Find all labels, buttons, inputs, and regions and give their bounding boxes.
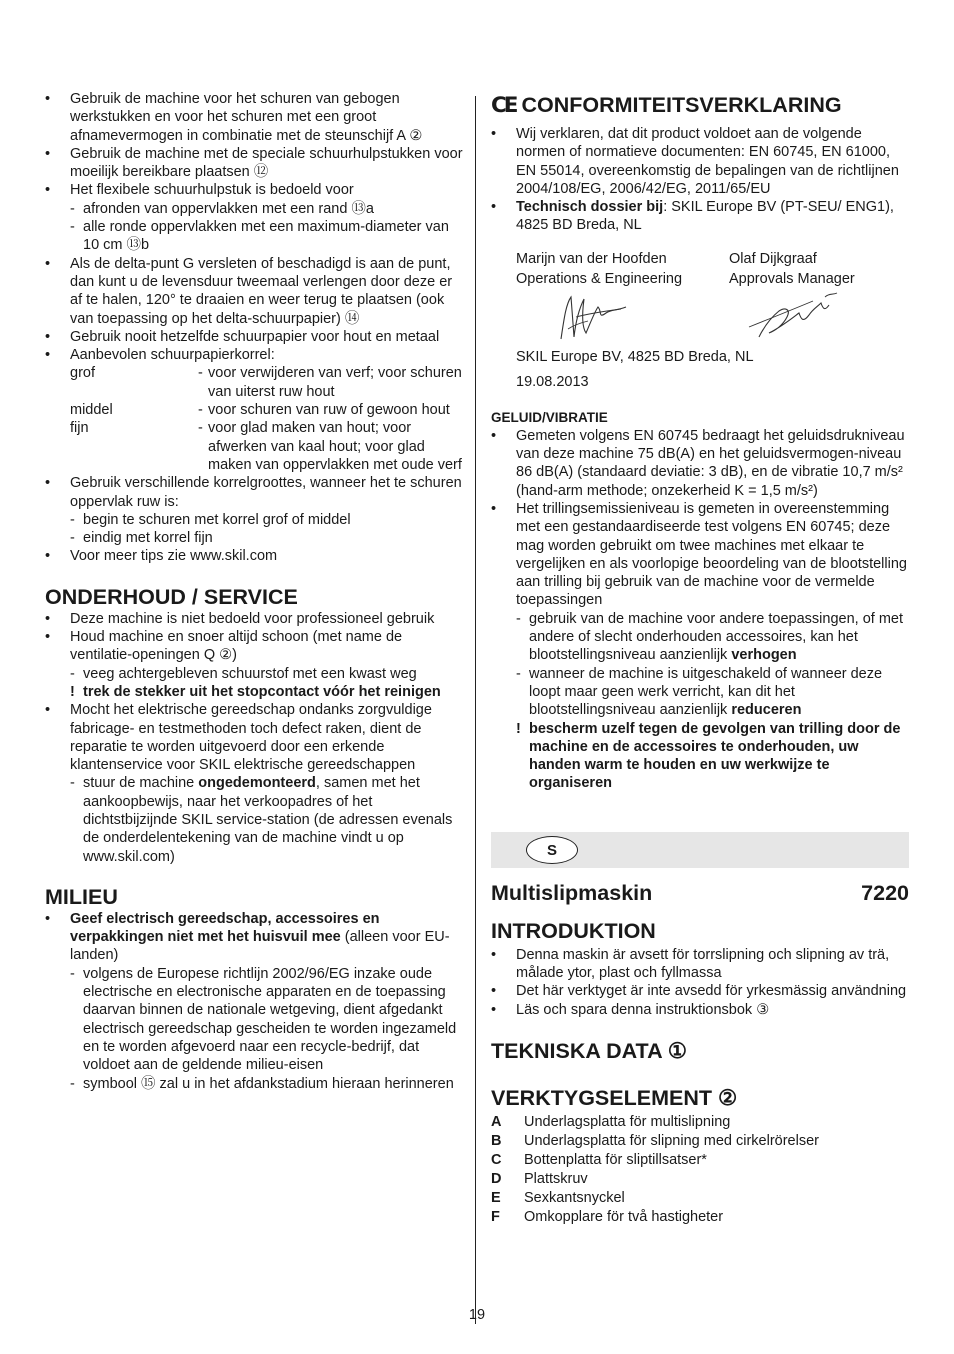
text-run: gebruik van de machine voor andere toepassingen, of met andere of slecht onderhouden accessoires, kan het blootstellingsniveau aanzienlijk <box>529 610 904 664</box>
section-heading-intro: INTRODUKTION <box>491 918 656 943</box>
heading-text: CONFORMITEITSVERKLARING <box>521 93 842 117</box>
element-row <box>491 1113 909 1132</box>
signatory-name: Olaf Dijkgraaf <box>729 250 817 267</box>
signatory-1 <box>516 249 729 289</box>
list-item: • Houd machine en snoer altijd schoon (met name de ventilatie-openingen Q ②) <box>45 628 463 665</box>
grit-row <box>45 364 463 401</box>
text-run: : SKIL Europe BV (PT-SEU/ ENG1), 4825 BD Breda, NL <box>516 199 894 234</box>
element-label: Sexkantsnyckel <box>524 1189 625 1206</box>
signature-2 <box>729 289 909 345</box>
element-label: Underlagsplatta för multislipning <box>524 1113 731 1130</box>
usage-list <box>45 90 463 566</box>
conformity-list <box>491 125 909 235</box>
list-item: • Gebruik nooit hetzelfde schuurpapier voor hout en metaal <box>45 328 463 346</box>
signatory-title: Approvals Manager <box>729 270 855 287</box>
text-bold: reduceren <box>731 702 802 719</box>
signatory-2 <box>729 249 909 289</box>
signatory-name: Marijn van der Hoofden <box>516 250 667 267</box>
signature-1-icon <box>516 289 636 343</box>
sub-item: - symbool ⑮ zal u in het afdankstadium hieraan herinneren <box>45 1075 463 1093</box>
list-item: • Het trillingsemissieniveau is gemeten in overeenstemming met een gestandaardiseerde test volgens EN 60745; deze mag worden gebruikt om twee machines met elkaar te vergelijken en als voorlopige beoordeling van de blootstelling aan trilling bij gebruik van de machine voor de vermelde toepassingen <box>491 500 909 610</box>
language-badge: S <box>526 836 578 864</box>
list-item: • Als de delta-punt G versleten of beschadigd is aan de punt, dan kunt u de levensduur tweemaal verlengen door deze er af te halen, 120° te draaien en weer terug te plaatsen (ook van toepassing op het delta-schuurpapier) ⑭ <box>45 255 463 328</box>
sub-item: - afronden van oppervlakken met een rand ⑬a <box>45 200 463 218</box>
elements-list <box>491 1113 909 1227</box>
element-key: E <box>491 1189 501 1206</box>
grit-label: fijn <box>70 420 89 437</box>
grit-description: - voor schuren van ruw of gewoon hout <box>198 401 463 419</box>
declaration-date: 19.08.2013 <box>516 373 589 390</box>
element-row <box>491 1151 909 1170</box>
list-item: • Gemeten volgens EN 60745 bedraagt het geluidsdrukniveau van deze machine 75 dB(A) en het geluidsvermogen-niveau 86 dB(A) (standaard deviatie: 3 dB), en de vibratie 10,7 m/s² (hand-arm methode; onzekerheid K = 1,5 m/s²) <box>491 427 909 500</box>
sub-item: - alle ronde oppervlakken met een maximum-diameter van 10 cm ⑬b <box>45 218 463 255</box>
element-label: Bottenplatta för sliptillsatser* <box>524 1151 707 1168</box>
noise-list <box>491 427 909 793</box>
section-heading-conformity <box>491 92 909 119</box>
sub-item: - eindig met korrel fijn <box>45 529 463 547</box>
text-run: , samen met het aankoopbewijs, naar het verkoopadres of het dichtstbijzijnde SKIL service-station (de adressen evenals de onderdelentekening van de machine vindt u op www.skil.com) <box>83 775 453 865</box>
text-bold: Technisch dossier bij <box>516 199 664 216</box>
product-name: Multislipmaskin <box>491 880 653 905</box>
service-list <box>45 610 463 866</box>
signatory-title: Operations & Engineering <box>516 270 683 287</box>
element-key: B <box>491 1132 502 1149</box>
element-key: D <box>491 1170 502 1187</box>
text-run: stuur de machine <box>83 775 199 792</box>
sub-item: - veeg achtergebleven schuurstof met een kwast weg <box>45 665 463 683</box>
list-item: • Läs och spara denna instruktionsbok ③ <box>491 1001 909 1019</box>
list-item: • Det här verktyget är inte avsedd för yrkesmässig användning <box>491 982 909 1000</box>
declaration-footer <box>491 345 909 395</box>
product-title <box>491 880 909 906</box>
list-item: • Gebruik verschillende korrelgroottes, wanneer het te schuren oppervlak ruw is: <box>45 474 463 511</box>
grit-description: - voor glad maken van hout; voor afwerken van kaal hout; voor glad maken van oppervlakken met oude verf <box>198 419 463 474</box>
grit-row <box>45 419 463 474</box>
ce-mark-icon: CE <box>491 93 516 118</box>
sub-item <box>45 774 463 865</box>
sub-item <box>491 665 909 720</box>
list-item: • Denna maskin är avsett för torrslipning och slipning av trä, målade ytor, plast och fyllmassa <box>491 946 909 983</box>
element-label: Omkopplare för två hastigheter <box>524 1208 724 1225</box>
text-bold: Geef electrisch gereedschap, accessoires en verpakkingen niet met het huisvuil mee <box>70 910 380 946</box>
list-item: • Wij verklaren, dat dit product voldoet aan de volgende normen of normatieve documenten: EN 60745, EN 61000, EN 55014, overeenkomstig de bepalingen van de richtlijnen 2004/108/EG, 2006/42/EG, 2011/65/EU <box>491 125 909 198</box>
element-row <box>491 1170 909 1189</box>
grit-label: grof <box>70 365 95 382</box>
signature-1 <box>516 289 729 345</box>
company-address: SKIL Europe BV, 4825 BD Breda, NL <box>516 348 754 365</box>
list-item: • Deze machine is niet bedoeld voor professioneel gebruik <box>45 610 463 628</box>
element-key: A <box>491 1113 502 1130</box>
element-row <box>491 1208 909 1227</box>
list-item <box>491 198 909 235</box>
section-heading-noise: GELUID/VIBRATIE <box>491 409 608 425</box>
text-run: (alleen voor EU-landen) <box>70 929 450 964</box>
element-label: Plattskruv <box>524 1170 588 1187</box>
sub-item <box>491 610 909 665</box>
list-item: • Gebruik de machine voor het schuren van gebogen werkstukken en voor het schuren met een groot afnamevermogen in combinatie met de steunschijf A ② <box>45 90 463 145</box>
element-key: C <box>491 1151 502 1168</box>
section-heading-milieu: MILIEU <box>45 884 118 909</box>
warning-item: ! bescherm uzelf tegen de gevolgen van trilling door de machine en de accessoires te onderhouden, uw handen warm te houden en uw werkwijze te organiseren <box>491 720 909 793</box>
grit-label: middel <box>70 402 113 419</box>
section-heading-service: ONDERHOUD / SERVICE <box>45 584 298 609</box>
text-bold: verhogen <box>731 647 797 664</box>
element-row <box>491 1189 909 1208</box>
list-item: • Het flexibele schuurhulpstuk is bedoeld voor <box>45 181 463 199</box>
sub-item: - begin te schuren met korrel grof of middel <box>45 511 463 529</box>
column-divider <box>475 96 476 1324</box>
element-key: F <box>491 1208 500 1225</box>
section-heading-tech-data: TEKNISKA DATA ① <box>491 1038 688 1063</box>
text-bold: ongedemonteerd <box>198 775 316 792</box>
right-column <box>491 92 909 1227</box>
list-item: • Voor meer tips zie www.skil.com <box>45 547 463 565</box>
sub-item: - volgens de Europese richtlijn 2002/96/EG inzake oude electrische en electronische apparaten en de toepassing daarvan binnen de nationale wetgeving, dient afgedankt electrisch gereedschap gescheiden te worden ingezameld en te worden afgevoerd naar een recycle-bedrijf, dat voldoet aan de geldende milieu-eisen <box>45 965 463 1075</box>
language-bar <box>491 832 909 868</box>
list-item <box>45 910 463 965</box>
grit-row <box>45 401 463 419</box>
signature-2-icon <box>729 289 849 343</box>
signature-row <box>491 289 909 345</box>
signatories <box>491 249 909 289</box>
page-number: 19 <box>468 1307 486 1323</box>
list-item: • Aanbevolen schuurpapierkorrel: <box>45 346 463 364</box>
product-number: 7220 <box>861 880 909 905</box>
milieu-list <box>45 910 463 1093</box>
text-run: wanneer de machine is uitgeschakeld of wanneer deze loopt maar geen werk verricht, kan dit het blootstellingsniveau aanzienlijk <box>529 665 883 719</box>
left-column <box>45 90 463 1093</box>
list-item: • Mocht het elektrische gereedschap ondanks zorgvuldige fabricage- en testmethoden toch defect raken, dient de reparatie te worden uitgevoerd door een erkende klantenservice voor SKIL elektrische gereedschappen <box>45 701 463 774</box>
intro-list <box>491 946 909 1019</box>
element-row <box>491 1132 909 1151</box>
element-label: Underlagsplatta för slipning med cirkelrörelser <box>524 1132 819 1149</box>
section-heading-elements: VERKTYGSELEMENT ② <box>491 1085 738 1110</box>
list-item: • Gebruik de machine met de speciale schuurhulpstukken voor moeilijk bereikbare plaatsen ⑫ <box>45 145 463 182</box>
warning-item: ! trek de stekker uit het stopcontact vóór het reinigen <box>45 683 463 701</box>
grit-description: - voor verwijderen van verf; voor schuren van uiterst ruw hout <box>198 364 463 401</box>
